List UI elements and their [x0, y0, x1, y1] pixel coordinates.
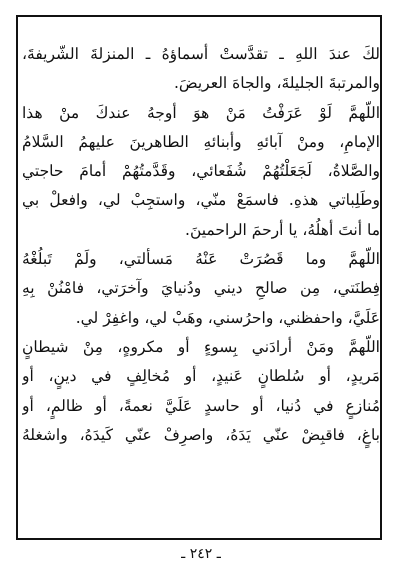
text-line: فِطنَتي، مِن صالحِ ديني ودُنيايَ وآخرَتي، فامْنُنْ بِهِ — [22, 279, 380, 298]
page-number: ـ ٢٤٢ ـ — [181, 546, 221, 562]
text-line: اللّهمَّ لَوْ عَرَفْتُ مَنْ هوَ أوجهُ عندكَ منْ هذا — [22, 103, 380, 122]
text-line: مَريدٍ، أو سُلطانٍ عَنيدٍ، أو مُخالِفٍ في دينٍ، أو — [22, 367, 380, 386]
text-line: الإمامِ، ومنْ آبائهِ وأبنائهِ الطاهرينَ عليهمُ السَّلامُ — [22, 132, 380, 151]
text-line: اللّهمَّ وما قَصُرَتْ عَنْهُ مَسألتي، ولَمْ تَبلُغْهُ — [22, 250, 380, 269]
text-line: والصَّلاةُ، لَجَعَلْتُهُمْ شُفَعائي، وقَدَّمتُهُمْ أمامَ حاجتي — [22, 162, 380, 181]
page-body-text — [22, 40, 380, 450]
text-line: اللّهمَّ ومَنْ أرادَني بِسوءٍ أو مكروهٍ، مِنْ شيطانٍ — [22, 337, 380, 356]
text-line: عَلَيَّ، واحفظني، واحرُسني، وهَبْ لي، واغفِرْ لي. — [75, 308, 380, 327]
text-line: مُنازعٍ في دُنيا، أو حاسدٍ عَلَيَّ نعمةً، أو ظالمٍ، أو — [22, 396, 380, 415]
text-line: ما أنتَ أهلُهُ، يا أرحمَ الراحمينَ. — [185, 220, 380, 239]
text-line: والمرتبةَ الجليلةَ، والجاهَ العريضَ. — [173, 74, 380, 93]
text-line: وطَلِباتي هذهِ. فاسمَعْ منّي، واستجِبْ لي، وافعلْ بي — [22, 191, 380, 210]
text-line: لكَ عندَ اللهِ ـ تقدَّستْ أسماؤهُ ـ المنزلةَ الشّريفةَ، — [22, 45, 380, 63]
text-line: باغٍ، فاقبِضْ عنّي يَدَهُ، واصرِفْ عنّي كَيدَهُ، واشغلهُ — [22, 425, 380, 444]
